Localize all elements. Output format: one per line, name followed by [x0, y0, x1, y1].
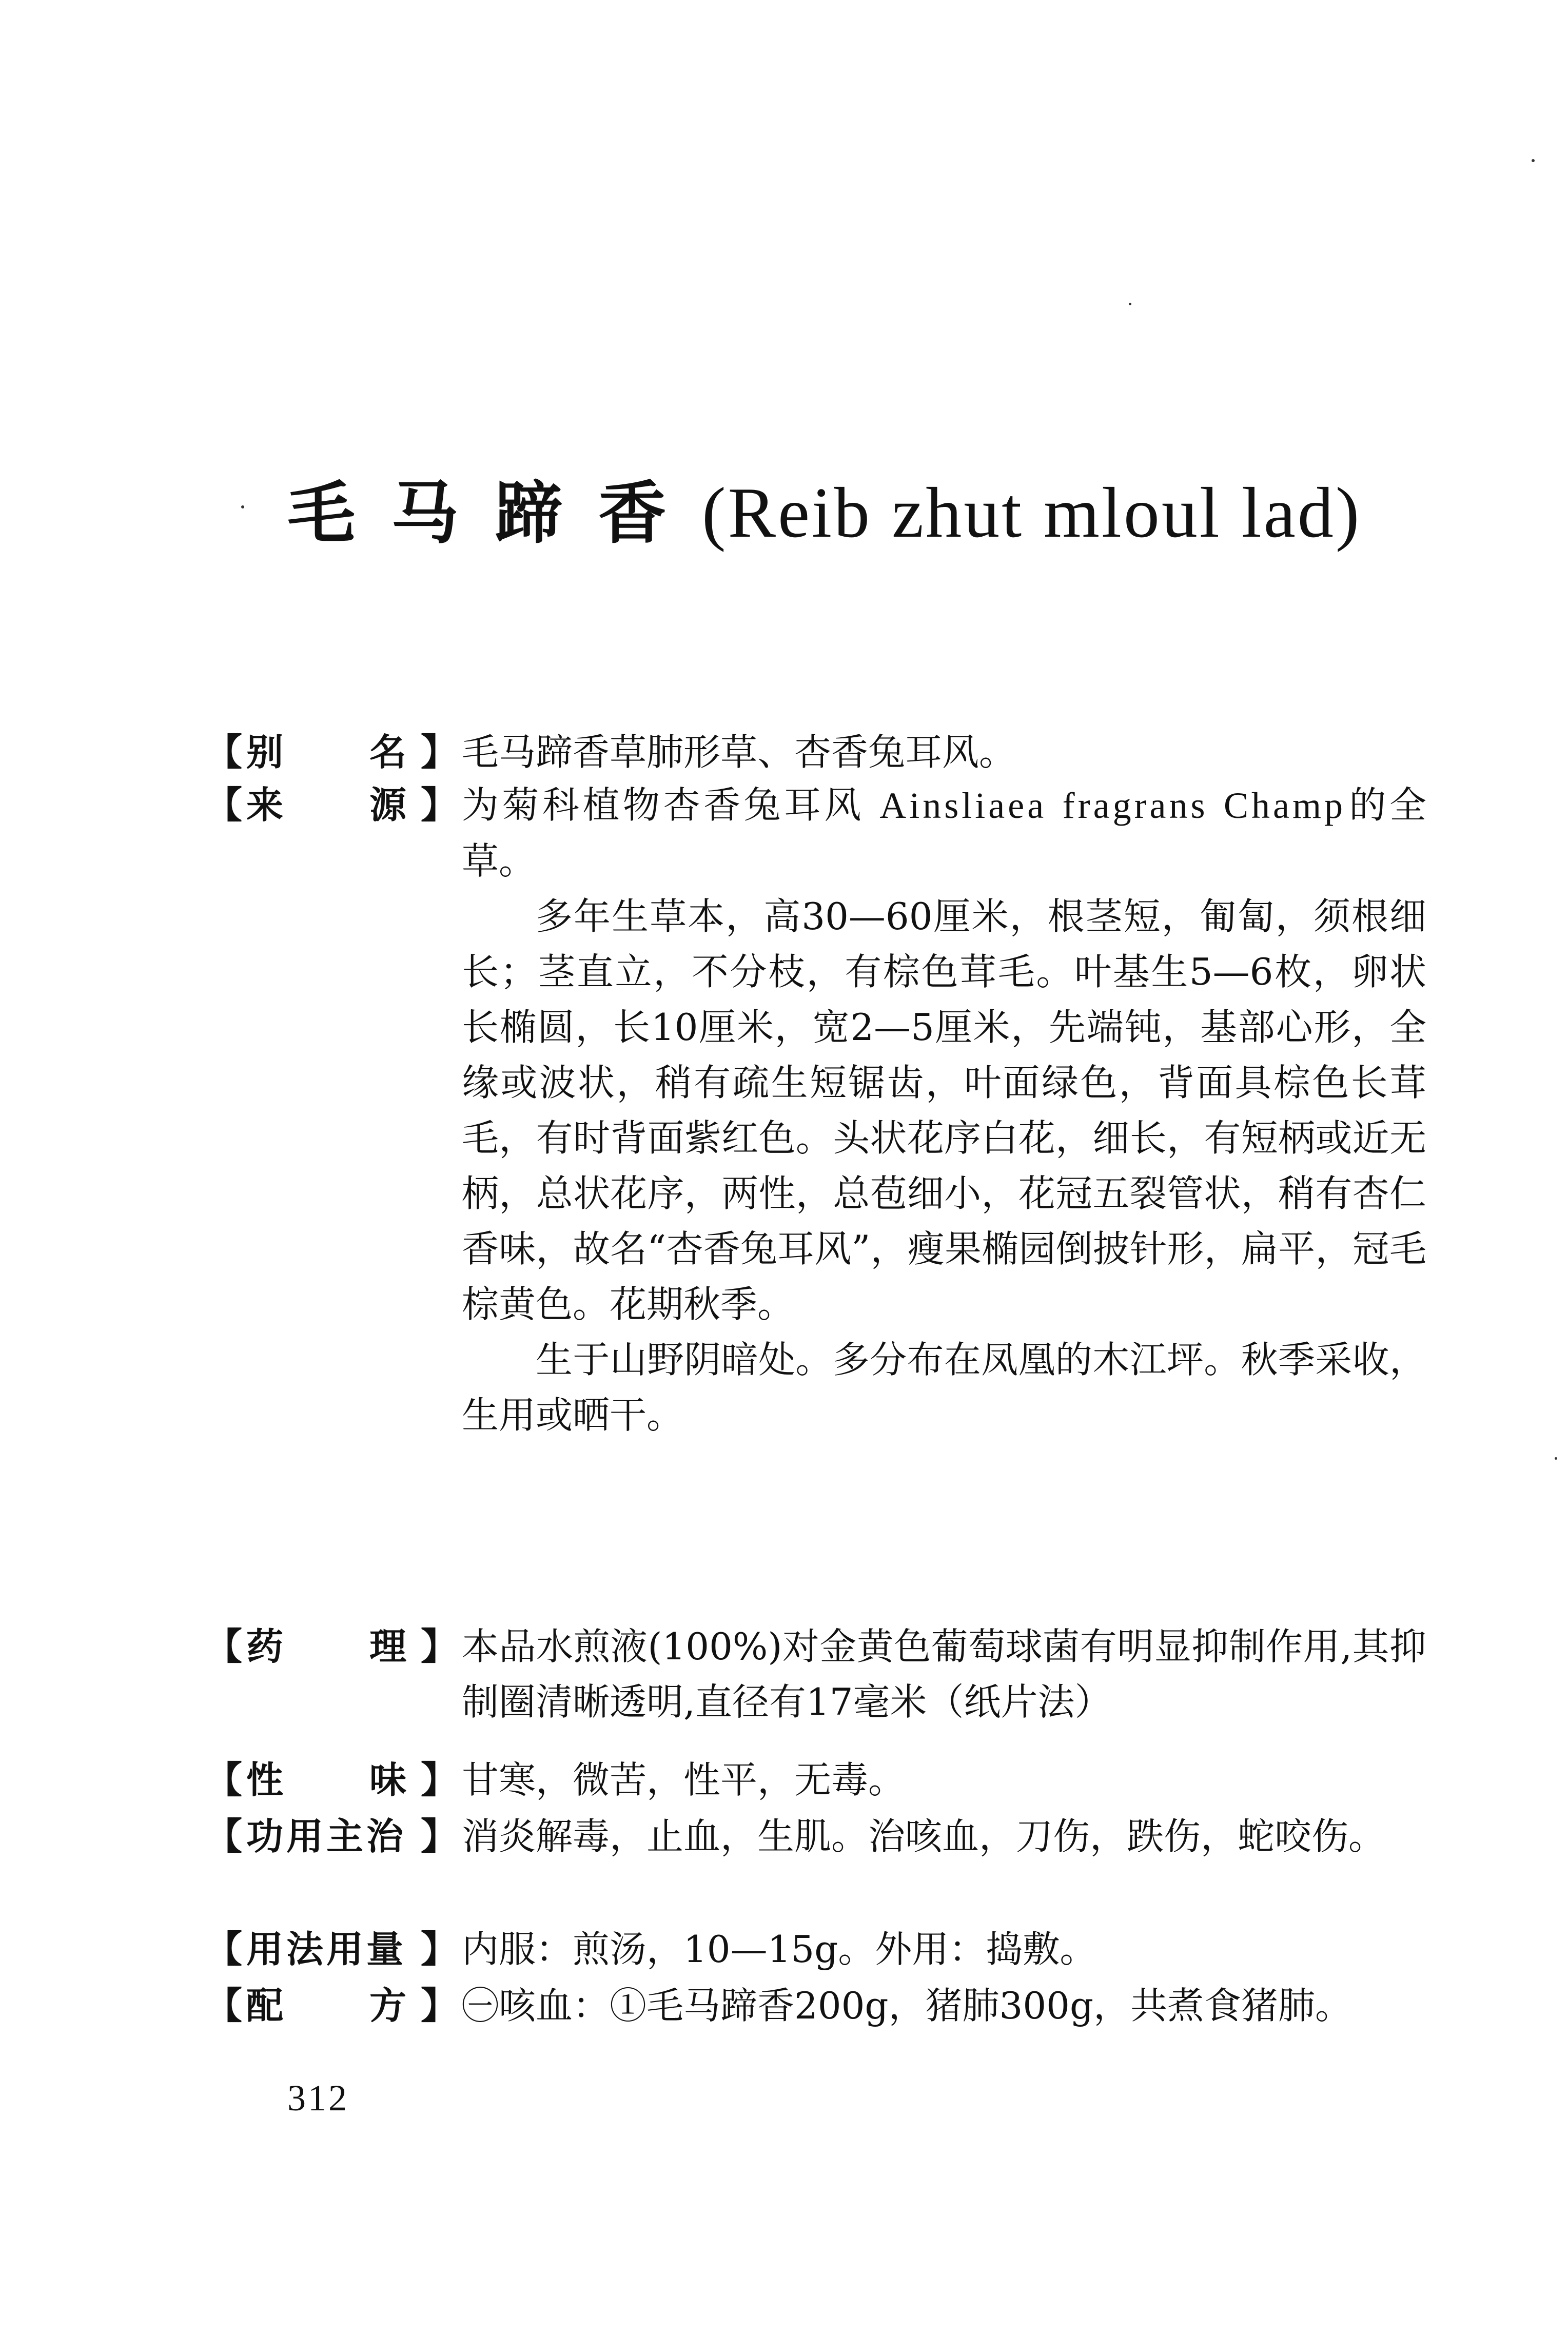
title-chinese: 毛马蹄香 — [287, 474, 702, 553]
entry-label: 【 用法用量 】 — [205, 1928, 458, 1971]
page-title — [287, 472, 1416, 555]
entry-content: 毛马蹄香草肺形草、杏香兔耳风。 — [462, 731, 1016, 774]
entry-label: 【 药 理 】 — [205, 1625, 458, 1668]
entry-label: 【 来 源 】 — [205, 783, 458, 827]
print-speck — [1555, 1457, 1557, 1460]
plant-habitat: 生于山野阴暗处。多分布在凤凰的木江坪。秋季采收，生用或晒干。 — [462, 1338, 1426, 1437]
entry-label: 【 别 名 】 — [205, 731, 458, 774]
print-speck — [241, 505, 244, 508]
entry-label: 【 性 味 】 — [205, 1758, 458, 1801]
entry-label: 【 配 方 】 — [205, 1984, 458, 2027]
entry-label: 【 功用主治 】 — [205, 1815, 458, 1858]
entry-content: ㊀咳血：①毛马蹄香200g，猪肺300g，共煮食猪肺。 — [462, 1984, 1353, 2027]
print-speck — [1532, 159, 1535, 162]
entry-content: 甘寒，微苦，性平，无毒。 — [462, 1758, 906, 1801]
entry-content: 本品水煎液(100%)对金黄色葡萄球菌有明显抑制作用,其抑制圈清晰透明,直径有17毫米（纸片法） — [462, 1625, 1426, 1723]
latin-species-name: Ainsliaea fragrans Champ — [879, 785, 1346, 826]
entry-content: 消炎解毒，止血，生肌。治咳血，刀伤，跌伤，蛇咬伤。 — [462, 1815, 1386, 1858]
entry-content: 为菊科植物杏香兔耳风 Ainsliaea fragrans Champ的全草。 多年生草本，高30—60厘米，根茎短，匍匐，须根细长；茎直立，不分枝，有棕色茸毛。叶基生5—6枚，卵状长椭圆，长10厘米，宽2—5厘米，先端钝，基部心形，全缘或波状，稍有疏生短锯齿，叶面绿色，背面具棕色长茸毛，有时背面紫红色。头状花序白花，细长，有短柄或近无柄，总状花序，两性，总苞细小，花冠五裂管状，稍有杏仁香味，故名“杏香兔耳风”，瘦果椭园倒披针形，扁平，冠毛棕黄色。花期秋季。 生于山野阴暗处。多分布在凤凰的木江坪。秋季采收，生用或晒干。 — [462, 777, 1426, 1443]
plant-description: 多年生草本，高30—60厘米，根茎短，匍匐，须根细长；茎直立，不分枝，有棕色茸毛。叶基生5—6枚，卵状长椭圆，长10厘米，宽2—5厘米，先端钝，基部心形，全缘或波状，稍有疏生短锯齿，叶面绿色，背面具棕色长茸毛，有时背面紫红色。头状花序白花，细长，有短柄或近无柄，总状花序，两性，总苞细小，花冠五裂管状，稍有杏仁香味，故名“杏香兔耳风”，瘦果椭园倒披针形，扁平，冠毛棕黄色。花期秋季。 — [462, 895, 1426, 1326]
entry-content: 内服：煎汤，10—15g。外用：捣敷。 — [462, 1928, 1097, 1971]
page-number: 312 — [287, 2077, 349, 2119]
print-speck — [1129, 303, 1131, 305]
title-latin: (Reib zhut mloul lad) — [702, 473, 1362, 553]
